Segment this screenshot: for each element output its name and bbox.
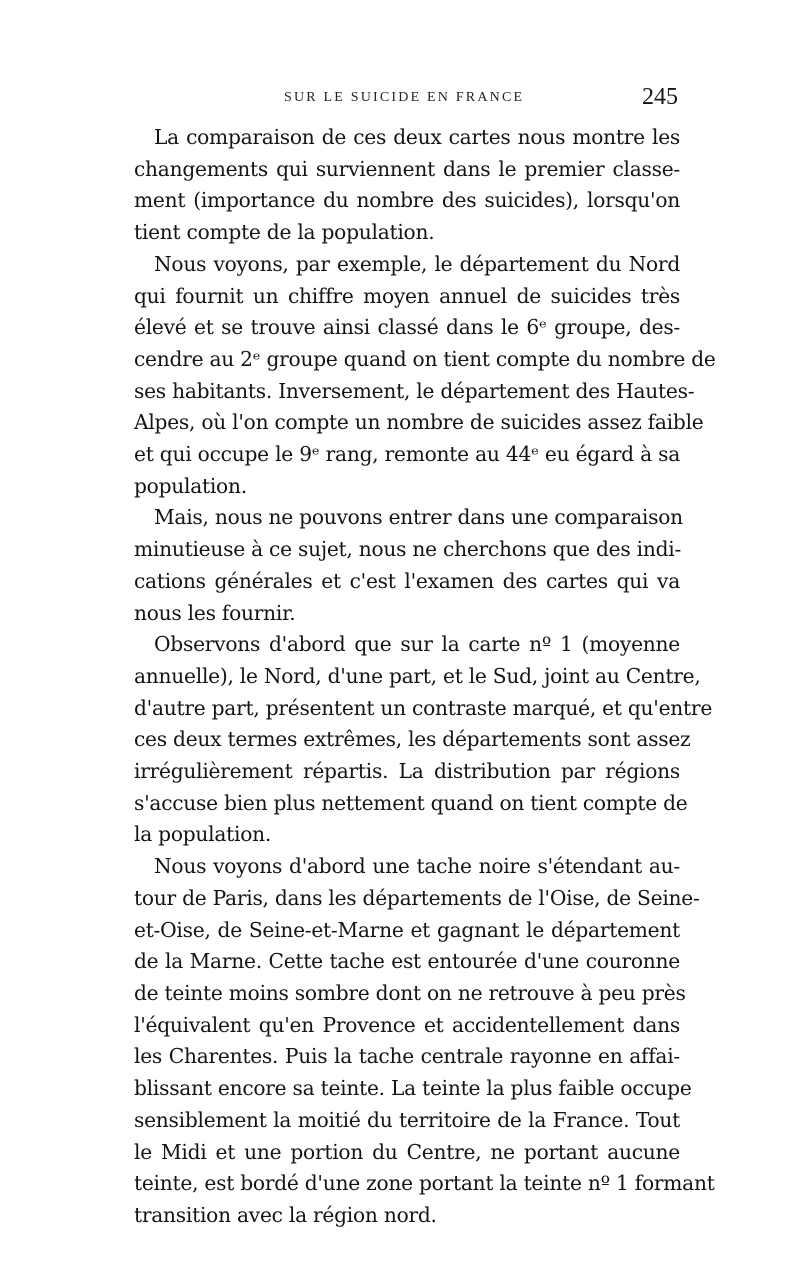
text-line: changements qui surviennent dans le premier classe-: [134, 156, 680, 181]
text-line: d'autre part, présentent un contraste marqué, et qu'entre: [134, 695, 713, 720]
text-line: annuelle), le Nord, d'une part, et le Sud, joint au Centre,: [134, 663, 701, 688]
text-line: blissant encore sa teinte. La teinte la plus faible occupe: [134, 1076, 692, 1101]
text-line: cations générales et c'est l'examen des cartes qui va: [134, 568, 680, 593]
text-line: Nous voyons, par exemple, le département du Nord: [154, 251, 680, 276]
text-line: les Charentes. Puis la tache centrale rayonne en affai-: [134, 1044, 680, 1069]
text-line: et-Oise, de Seine-et-Marne et gagnant le département: [134, 917, 680, 942]
text-line: sensiblement la moitié du territoire de la France. Tout: [134, 1107, 680, 1132]
text-line: qui fournit un chiffre moyen annuel de suicides très: [134, 283, 680, 308]
text-line: Observons d'abord que sur la carte nº 1 (moyenne: [154, 632, 680, 657]
text-line: transition avec la région nord.: [134, 1202, 437, 1227]
text-line: ment (importance du nombre des suicides), lorsqu'on: [134, 188, 680, 213]
text-line: population.: [134, 473, 247, 498]
text-line: irrégulièrement répartis. La distribution par régions: [134, 759, 680, 784]
running-header: [134, 84, 680, 114]
paragraph-4: [134, 629, 713, 851]
page-number: 245: [642, 84, 678, 110]
text-line: de teinte moins sombre dont on ne retrouve à peu près: [134, 980, 686, 1005]
text-line: nous les fournir.: [134, 600, 296, 625]
running-title: SUR LE SUICIDE EN FRANCE: [284, 90, 525, 105]
text-line: de la Marne. Cette tache est entourée d'une couronne: [134, 949, 680, 974]
paragraph-5: [134, 851, 715, 1231]
paragraph-2: [134, 249, 716, 503]
body-text: [134, 122, 716, 1232]
text-line: La comparaison de ces deux cartes nous montre les: [154, 125, 680, 149]
text-line: s'accuse bien plus nettement quand on tient compte de: [134, 790, 688, 815]
text-line: tour de Paris, dans les départements de l'Oise, de Seine-: [134, 885, 700, 910]
text-line: teinte, est bordé d'une zone portant la teinte nº 1 formant: [134, 1171, 715, 1196]
text-line: ces deux termes extrêmes, les départements sont assez: [134, 727, 691, 752]
text-line: Nous voyons d'abord une tache noire s'étendant au-: [154, 854, 680, 879]
text-line: et qui occupe le 9ᵉ rang, remonte au 44ᵉ eu égard à sa: [134, 442, 680, 467]
text-line: élevé et se trouve ainsi classé dans le 6ᵉ groupe, des-: [134, 315, 680, 340]
text-line: l'équivalent qu'en Provence et accidentellement dans: [134, 1012, 680, 1037]
text-line: cendre au 2ᵉ groupe quand on tient compte du nombre de: [134, 346, 716, 371]
paragraph-1: [134, 122, 680, 249]
text-line: ses habitants. Inversement, le département des Hautes-: [134, 378, 695, 403]
text-line: la population.: [134, 822, 272, 847]
text-line: tient compte de la population.: [134, 220, 435, 245]
text-line: le Midi et une portion du Centre, ne portant aucune: [134, 1139, 680, 1164]
text-line: minutieuse à ce sujet, nous ne cherchons que des indi-: [134, 537, 682, 562]
text-line: Mais, nous ne pouvons entrer dans une comparaison: [154, 505, 683, 530]
paragraph-3: [134, 502, 683, 629]
text-line: Alpes, où l'on compte un nombre de suicides assez faible: [134, 410, 704, 435]
